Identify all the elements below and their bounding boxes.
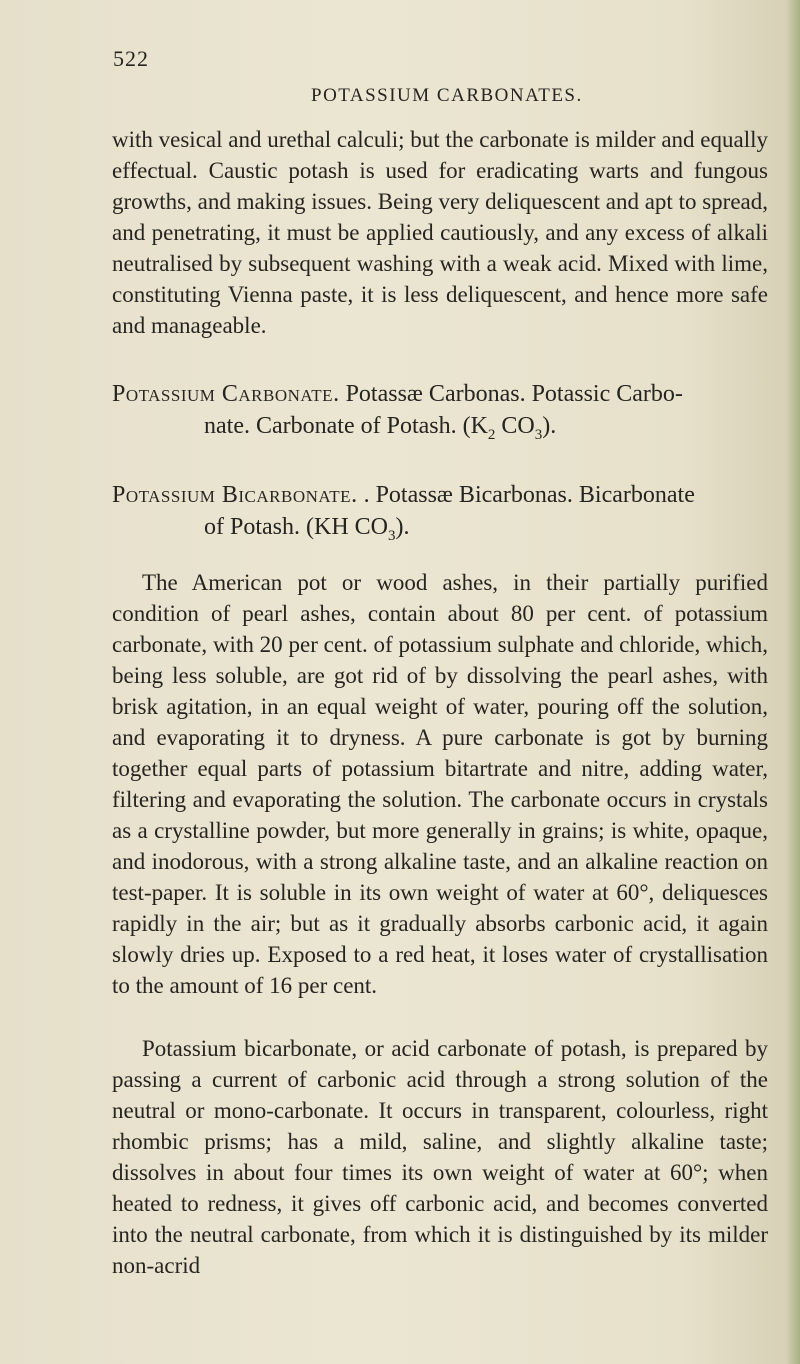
formula-end: ).: [395, 514, 410, 540]
intro-paragraph-text: with vesical and urethal calculi; but the carbonate is milder and equally effectual. Caustic potash is used for eradicating warts and fungous growths, and making issues. Being very deliquescent and apt to spread, and penetrating, it must be applied cautiously, and any excess of alkali neutralised by subsequent washing with a weak acid. Mixed with lime, constituting Vienna paste, it is less deliquescent, and hence more safe and manageable.: [112, 127, 768, 338]
entry-line-1: [112, 378, 768, 410]
intro-paragraph: [112, 124, 768, 341]
formula-end: ).: [542, 413, 557, 439]
entry-line2-text: of Potash. (KH CO: [204, 514, 388, 540]
page-edge-shadow: [786, 0, 800, 1364]
entry-line-2: [112, 410, 768, 451]
formula-subscript: 3: [388, 527, 396, 544]
body-paragraph-2: [112, 1033, 768, 1281]
entry-potassium-carbonate: [112, 378, 768, 451]
body-paragraph-1: [112, 567, 768, 1001]
entry-term: Potassium Bicarbonate.: [112, 482, 358, 508]
entry-line-1: [112, 479, 768, 511]
formula-subscript-2: 3: [534, 426, 543, 443]
formula-mid: CO: [495, 413, 535, 439]
body-paragraph-1-text: The American pot or wood ashes, in their partially purified condition of pearl ashes, contain about 80 per cent. of potassium carbonate, with 20 per cent. of potassium sulphate and chloride, which, being less soluble, are got rid of by dissolving the pearl ashes, with brisk agitation, in an equal weight of water, pouring off the solution, and evaporating it to dryness. A pure carbonate is got by burning together equal parts of potassium bitartrate and nitre, adding water, filtering and evaporating the solution. The carbonate occurs in crystals as a crystalline powder, but more generally in grains; is white, opaque, and inodorous, with a strong alkaline taste, and an alkaline reaction on test-paper. It is soluble in its own weight of water at 60°, deliquesces rapidly in the air; but as it gradually absorbs carbonic acid, it again slowly dries up. Exposed to a red heat, it loses water of crystallisation to the amount of 16 per cent.: [112, 570, 768, 998]
entry-term: Potassium Carbonate.: [112, 381, 340, 407]
entry-potassium-bicarbonate: [112, 479, 768, 552]
running-head: POTASSIUM CARBONATES.: [311, 85, 583, 106]
entry-line2-text: nate. Carbonate of Potash. (K: [204, 413, 488, 439]
entry-synonyms: . Potassæ Bicarbonas. Bicarbonate: [363, 482, 695, 508]
entry-synonyms: Potassæ Carbonas. Potassic Carbo-: [345, 381, 683, 407]
page-number: 522: [113, 46, 149, 71]
entry-line-2: [112, 511, 768, 552]
body-paragraph-2-text: Potassium bicarbonate, or acid carbonate of potash, is prepared by passing a current of carbonic acid through a strong solution of the neutral or mono-carbonate. It occurs in transparent, colourless, right rhombic prisms; has a mild, saline, and slightly alkaline taste; dissolves in about four times its own weight of water at 60°; when heated to redness, it gives off carbonic acid, and becomes converted into the neutral carbonate, from which it is distinguished by its milder non-acrid: [112, 1036, 768, 1278]
formula-subscript-1: 2: [487, 426, 496, 443]
